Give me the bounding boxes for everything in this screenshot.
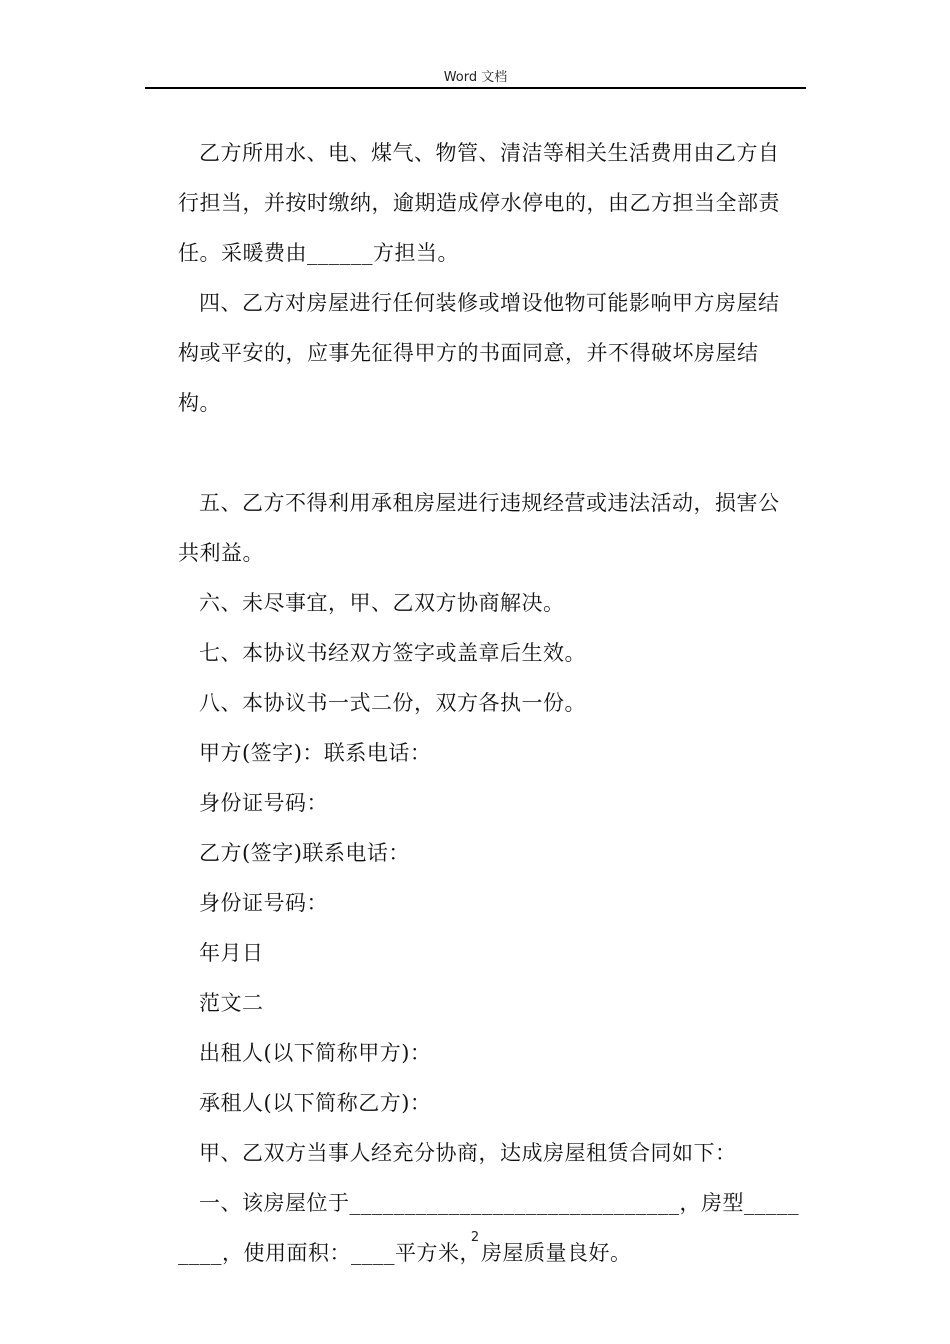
party-b-id-line: 身份证号码： bbox=[199, 891, 328, 915]
lessor-line: 出租人(以下简称甲方)： bbox=[199, 1041, 432, 1065]
date-line: 年月日 bbox=[199, 941, 264, 965]
section-title-sample-two: 范文二 bbox=[199, 991, 264, 1015]
lessee-line: 承租人(以下简称乙方)： bbox=[199, 1091, 432, 1115]
party-b-signature-line: 乙方(签字)联系电话： bbox=[199, 841, 410, 865]
party-a-signature-line: 甲方(签字)：联系电话： bbox=[199, 741, 432, 765]
paragraph-clause-5: 五、乙方不得利用承租房屋进行违规经营或违法活动，损害公共利益。 bbox=[178, 491, 780, 565]
paragraph-clause-4: 四、乙方对房屋进行任何装修或增设他物可能影响甲方房屋结构或平安的，应事先征得甲方的书面同意，并不得破坏房屋结构。 bbox=[178, 291, 780, 415]
document-body bbox=[178, 128, 807, 1278]
paragraph-clause-6: 六、未尽事宜，甲、乙双方协商解决。 bbox=[199, 591, 565, 615]
paragraph-clause-1-location: 一、该房屋位于______________________________，房型_____ ____，使用面积：____平方米，房屋质量良好。 bbox=[178, 1191, 807, 1265]
party-a-id-line: 身份证号码： bbox=[199, 791, 328, 815]
paragraph-living-expenses: 乙方所用水、电、煤气、物管、清洁等相关生活费用由乙方自行担当，并按时缴纳，逾期造成停水停电的，由乙方担当全部责任。采暖费由______方担当。 bbox=[178, 141, 780, 265]
page-number: 2 bbox=[470, 1230, 480, 1245]
paragraph-spacer bbox=[178, 428, 800, 478]
page-header-title: Word 文档 bbox=[443, 70, 508, 85]
paragraph-clause-7: 七、本协议书经双方签字或盖章后生效。 bbox=[199, 641, 586, 665]
header-divider bbox=[145, 87, 806, 89]
paragraph-clause-8: 八、本协议书一式二份，双方各执一份。 bbox=[199, 691, 586, 715]
agreement-intro: 甲、乙双方当事人经充分协商，达成房屋租赁合同如下： bbox=[199, 1141, 737, 1165]
